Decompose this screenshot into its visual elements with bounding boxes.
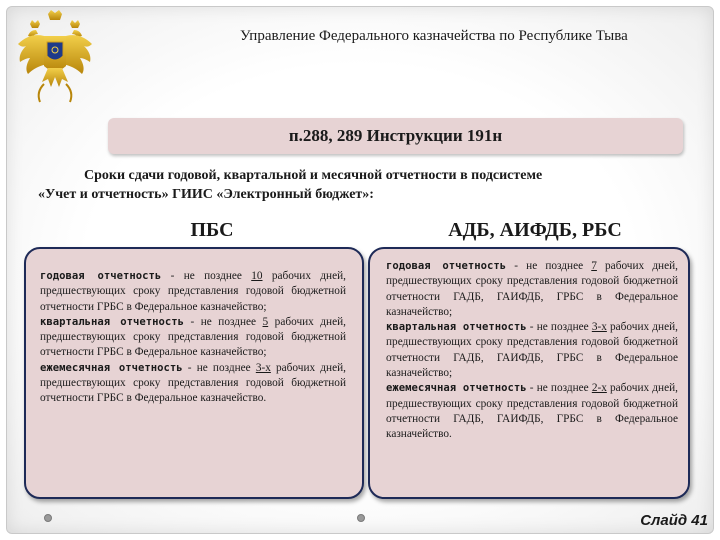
double-headed-eagle-emblem-icon [14, 8, 96, 108]
deadlines-subtitle [38, 166, 706, 204]
subtitle-line-1: Сроки сдачи годовой, квартальной и месячной отчетности в подсистеме [84, 168, 543, 183]
deadline-item: квартальная отчетность - не позднее 5 рабочих дней, предшествующих сроку представления годовой бюджетной отчетности ГРБС в Федеральное казначейство; [40, 315, 346, 359]
deadline-item: ежемесячная отчетность - не позднее 3-х рабочих дней, предшествующих сроку представления годовой бюджетной отчетности ГРБС в Федеральное казначейство. [40, 361, 346, 405]
column-title-adb: АДБ, АИФДБ, РБС [448, 219, 622, 241]
deadline-panel-pbs [24, 247, 364, 499]
organization-title: Управление Федерального казначейства по Республике Тыва [240, 28, 628, 44]
column-title-pbs: ПБС [190, 219, 234, 241]
deadline-panel-adb [368, 247, 690, 499]
deadline-item: ежемесячная отчетность - не позднее 2-х рабочих дней, предшествующих сроку представления годовой бюджетной отчетности ГАДБ, ГАИФДБ, ГРБС в Федеральное казначейство. [386, 382, 678, 441]
subtitle-line-2: «Учет и отчетность» ГИИС «Электронный бюджет»: [38, 187, 374, 202]
deadline-item: годовая отчетность - не позднее 7 рабочих дней, предшествующих сроку представления годовой бюджетной отчетности ГАДБ, ГАИФДБ, ГРБС в Федеральное казначейство; [386, 260, 678, 318]
deadline-item: годовая отчетность - не позднее 10 рабочих дней, предшествующих сроку представления годовой бюджетной отчетности ГРБС в Федеральное казначейство; [40, 270, 346, 313]
instruction-banner: п.288, 289 Инструкции 191н [108, 118, 683, 154]
deadline-item: квартальная отчетность - не позднее 3-х рабочих дней, предшествующих сроку представления годовой бюджетной отчетности ГАДБ, ГАИФДБ, ГРБС в Федеральное казначейство; [386, 321, 678, 380]
decorative-dot-icon [357, 514, 365, 522]
decorative-dot-icon [44, 514, 52, 522]
slide-number: Слайд 41 [640, 512, 708, 529]
